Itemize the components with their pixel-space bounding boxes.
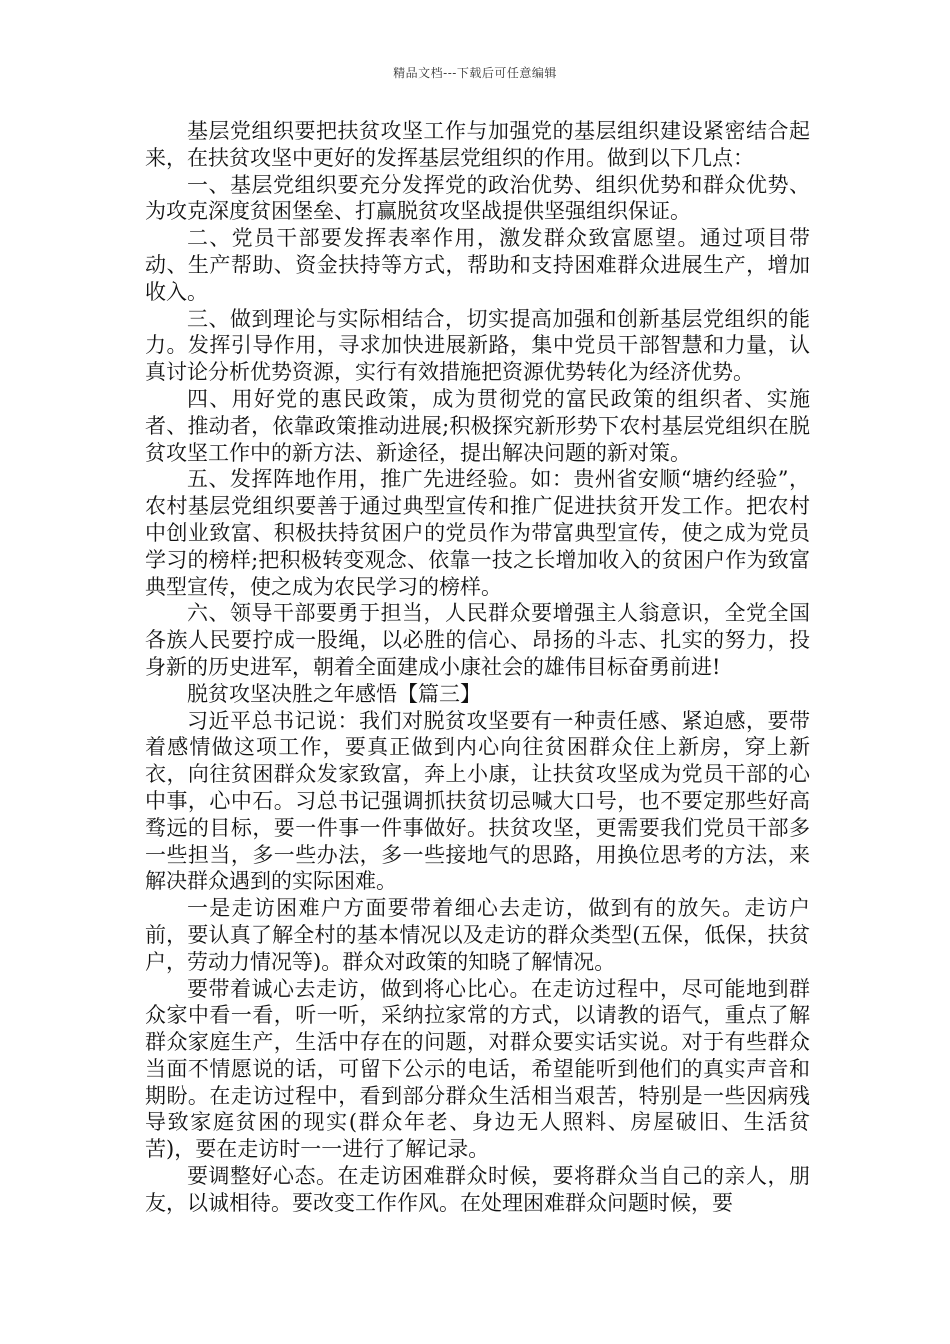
page-header: 精品文档---下载后可任意编辑 [393, 66, 557, 80]
document-body [145, 118, 810, 1217]
paragraph-point-1: 一、基层党组织要充分发挥党的政治优势、组织优势和群众优势、为攻克深度贫困堡垒、打赢脱贫攻坚战提供坚强组织保证。 [145, 172, 810, 224]
paragraph-point-2: 二、党员干部要发挥表率作用，激发群众致富愿望。通过项目带动、生产帮助、资金扶持等方式，帮助和支持困难群众进展生产，增加收入。 [145, 226, 810, 304]
paragraph-intro: 基层党组织要把扶贫攻坚工作与加强党的基层组织建设紧密结合起来，在扶贫攻坚中更好的发挥基层党组织的作用。做到以下几点： [145, 119, 810, 170]
paragraph-visit-1: 一是走访困难户方面要带着细心去走访，做到有的放矢。走访户前，要认真了解全村的基本情况以及走访的群众类型(五保，低保，扶贫户，劳动力情况等)。群众对政策的知晓了解情况。 [145, 896, 810, 974]
section-title: 脱贫攻坚决胜之年感悟【篇三】 [187, 681, 481, 706]
paragraph-visit-3: 要调整好心态。在走访困难群众时候，要将群众当自己的亲人，朋友，以诚相待。要改变工作作风。在处理困难群众问题时候，要 [145, 1164, 810, 1215]
paragraph-visit-2: 要带着诚心去走访，做到将心比心。在走访过程中，尽可能地到群众家中看一看，听一听，采纳拉家常的方式，以请教的语气，重点了解群众家庭生产，生活中存在的问题，对群众要实话实说。对于有些群众当面不情愿说的话，可留下公示的电话，希望能听到他们的真实声音和期盼。在走访过程中，看到部分群众生活相当艰苦，特别是一些因病残导致家庭贫困的现实(群众年老、身边无人照料、房屋破旧、生活贫苦)，要在走访时一一进行了解记录。 [145, 976, 810, 1162]
paragraph-point-4: 四、用好党的惠民政策，成为贯彻党的富民政策的组织者、实施者、推动者，依靠政策推动进展;积极探究新形势下农村基层党组织在脱贫攻坚工作中的新方法、新途径，提出解决问题的新对策。 [145, 386, 810, 465]
paragraph-quote: 习近平总书记说：我们对脱贫攻坚要有一种责任感、紧迫感，要带着感情做这项工作，要真正做到内心向往贫困群众住上新房，穿上新衣，向往贫困群众发家致富，奔上小康，让扶贫攻坚成为党员干部的心中事，心中石。习总书记强调抓扶贫切忌喊大口号，也不要定那些好高骛远的目标，要一件事一件事做好。扶贫攻坚，更需要我们党员干部多一些担当，多一些办法，多一些接地气的思路，用换位思考的方法，来解决群众遇到的实际困难。 [145, 708, 810, 894]
paragraph-point-5: 五、发挥阵地作用，推广先进经验。如：贵州省安顺“塘约经验”，农村基层党组织要善于通过典型宣传和推广促进扶贫开发工作。把农村中创业致富、积极扶持贫困户的党员作为带富典型宣传，使之成为党员学习的榜样;把积极转变观念、依靠一技之长增加收入的贫困户作为致富典型宣传，使之成为农民学习的榜样。 [145, 467, 810, 599]
paragraph-point-6: 六、领导干部要勇于担当，人民群众要增强主人翁意识，全党全国各族人民要拧成一股绳，以必胜的信心、昂扬的斗志、扎实的努力，投身新的历史进军，朝着全面建成小康社会的雄伟目标奋勇前进! [145, 601, 810, 679]
paragraph-point-3: 三、做到理论与实际相结合，切实提高加强和创新基层党组织的能力。发挥引导作用，寻求加快进展新路，集中党员干部智慧和力量，认真讨论分析优势资源，实行有效措施把资源优势转化为经济优势。 [145, 306, 810, 385]
